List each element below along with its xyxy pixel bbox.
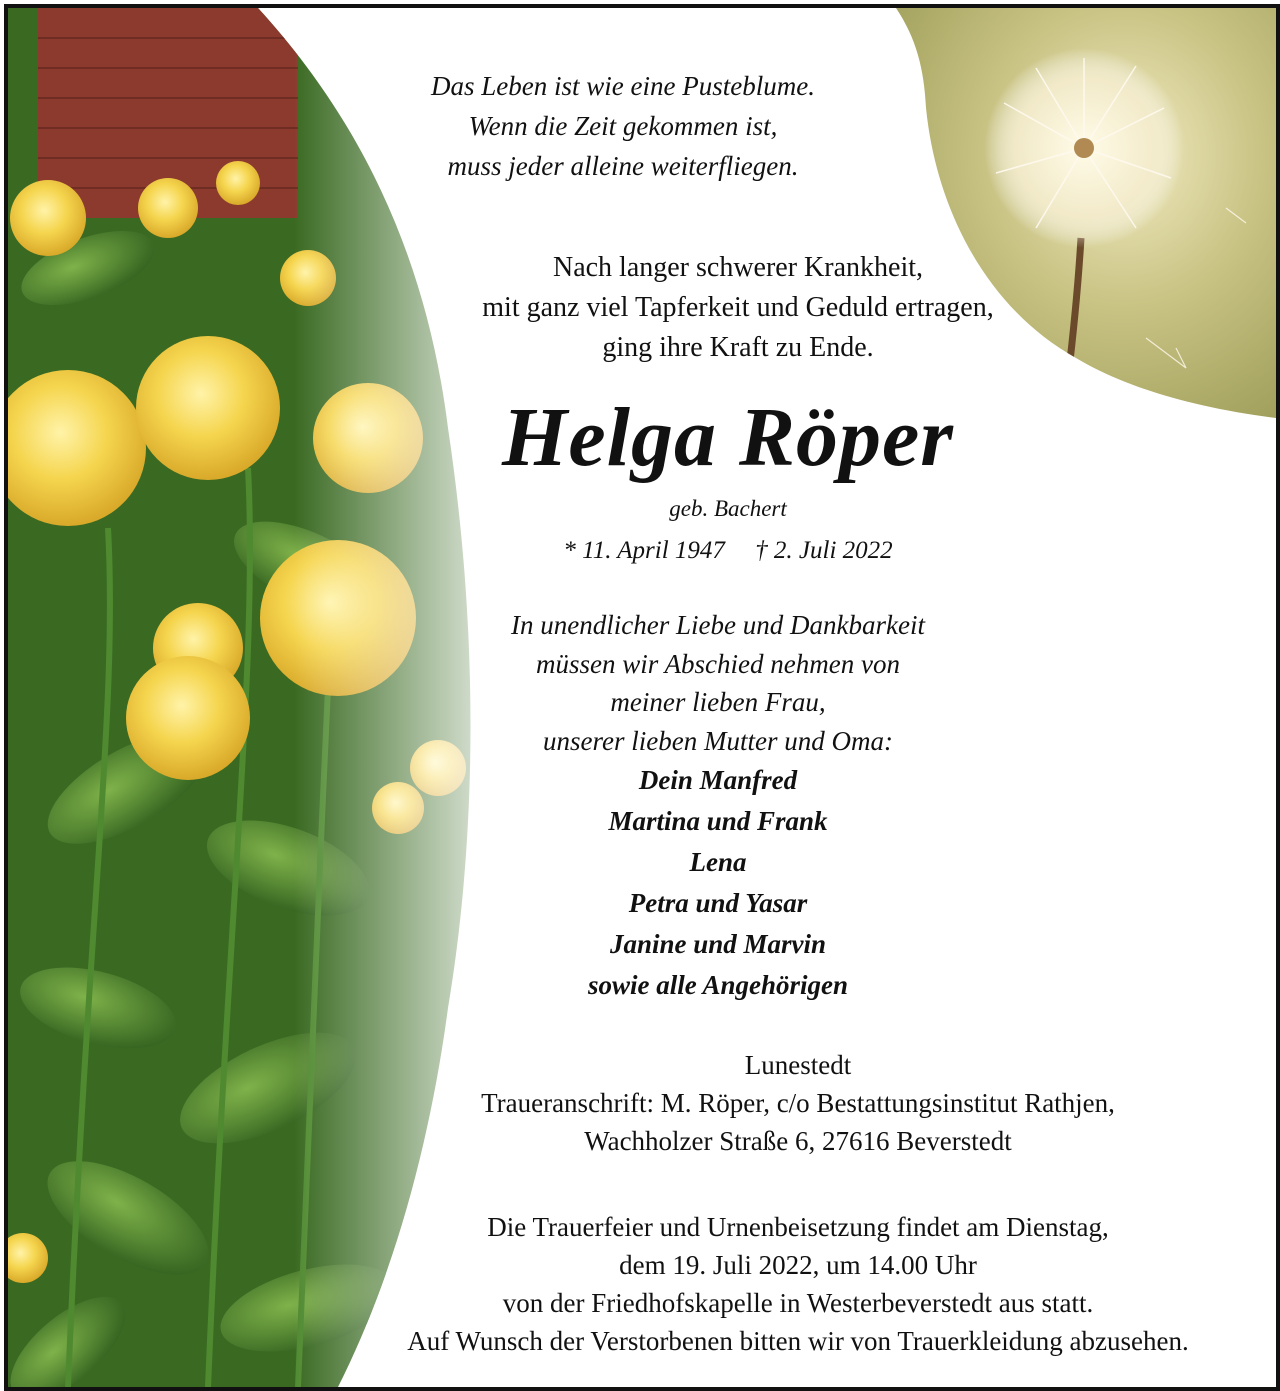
family-member: Janine und Marvin — [609, 929, 827, 959]
life-dates — [488, 534, 968, 568]
birth-name: geb. Bachert — [669, 496, 787, 521]
obituary-frame — [4, 4, 1280, 1391]
death-date: † 2. Juli 2022 — [755, 537, 893, 564]
intro-line: Nach langer schwerer Krankheit, — [552, 252, 924, 283]
ceremony-line: dem 19. Juli 2022, um 14.00 Uhr — [619, 1250, 977, 1280]
farewell-line: meiner lieben Frau, — [610, 687, 826, 717]
mourning-address — [368, 1046, 1228, 1160]
farewell-line: unserer lieben Mutter und Oma: — [543, 725, 893, 756]
poem-line: Wenn die Zeit gekommen ist, — [468, 111, 778, 141]
family-member: Martina und Frank — [608, 806, 828, 836]
ceremony-line: Die Trauerfeier und Urnenbeisetzung findet am Dienstag, — [487, 1212, 1109, 1242]
birth-date: * 11. April 1947 — [563, 537, 725, 564]
poem-line: muss jeder alleine weiterfliegen. — [447, 151, 799, 181]
deceased-name: Helga Röper — [502, 391, 954, 484]
address-line: Wachholzer Straße 6, 27616 Beverstedt — [584, 1126, 1012, 1156]
family-member: Dein Manfred — [638, 765, 798, 795]
ceremony-line: von der Friedhofskapelle in Westerbeverstedt aus statt. — [502, 1288, 1094, 1318]
farewell-line: müssen wir Abschied nehmen von — [536, 648, 900, 679]
farewell-line: In unendlicher Liebe und Dankbarkeit — [511, 610, 925, 640]
intro-line: mit ganz viel Tapferkeit und Geduld ertragen, — [482, 292, 994, 323]
family-member: Petra und Yasar — [628, 888, 808, 918]
farewell-text — [388, 606, 1048, 760]
poem — [358, 66, 888, 186]
family-member: Lena — [689, 847, 747, 877]
address-line: Lunestedt — [744, 1050, 852, 1080]
poem-line: Das Leben ist wie eine Pusteblume. — [431, 71, 815, 101]
family-list — [438, 760, 998, 1006]
address-line: Traueranschrift: M. Röper, c/o Bestattungsinstitut Rathjen, — [481, 1088, 1115, 1118]
intro-text — [388, 248, 1088, 368]
ceremony-info — [298, 1208, 1280, 1360]
intro-line: ging ihre Kraft zu Ende. — [602, 332, 874, 363]
family-member: sowie alle Angehörigen — [587, 970, 849, 1000]
ceremony-line: Auf Wunsch der Verstorbenen bitten wir von Trauerkleidung abzusehen. — [407, 1326, 1189, 1356]
